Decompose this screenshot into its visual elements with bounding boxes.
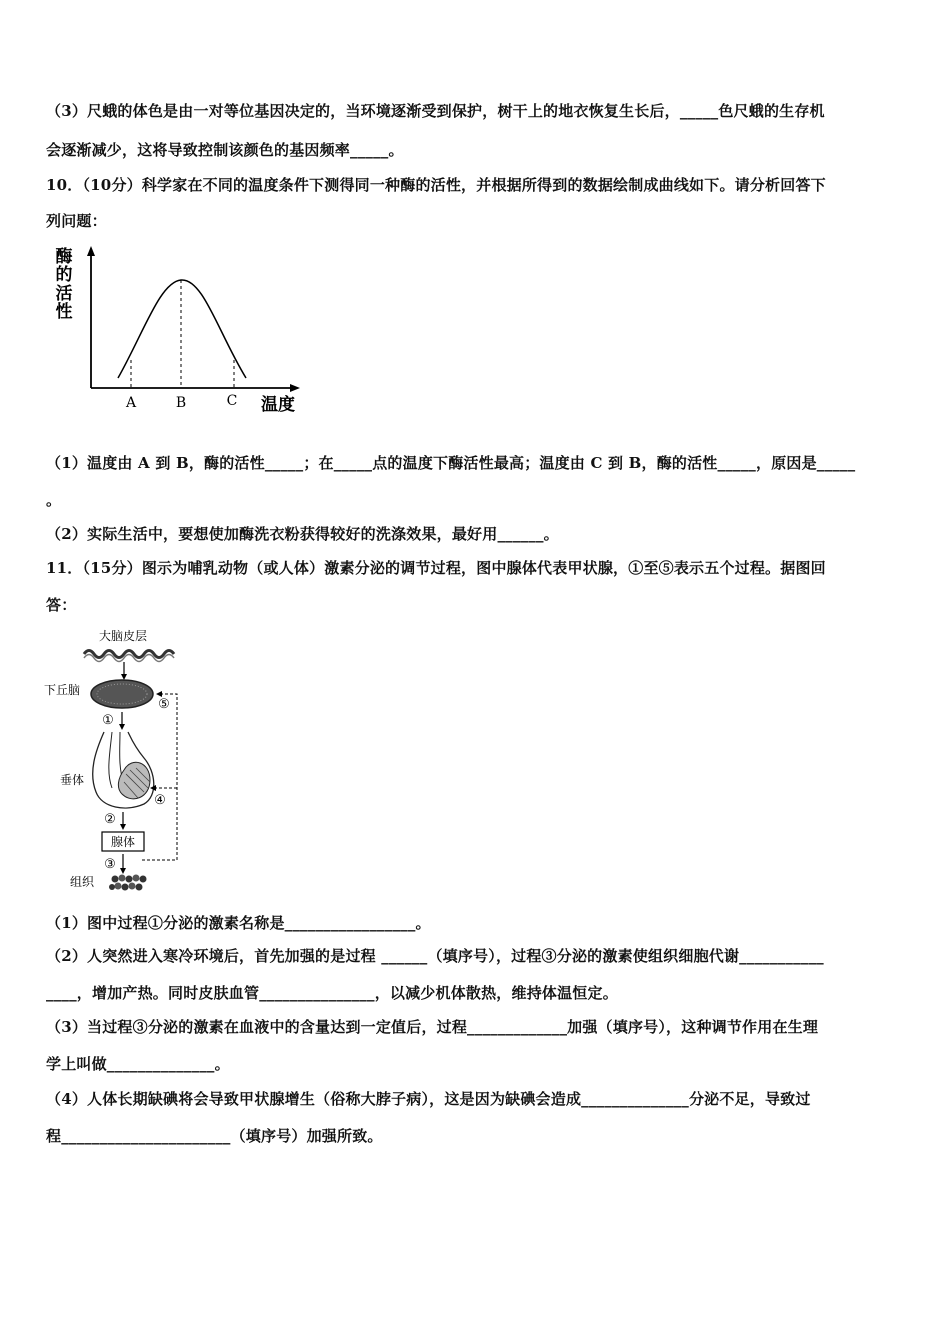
- enzyme-activity-chart: [48, 242, 308, 420]
- q10-part2: （2）实际生活中，要想使加酶洗衣粉获得较好的洗涤效果，最好用______。: [46, 525, 559, 543]
- q11-part2-line2: ____，增加产热。同时皮肤血管_______________，以减少机体散热，维持体温恒定。: [46, 984, 618, 1002]
- q11-part1: （1）图中过程①分泌的激素名称是_________________。: [46, 914, 431, 932]
- q11-stem-line2: 答：: [46, 596, 77, 614]
- step1-label: ①: [102, 713, 114, 728]
- y-label-char: 活: [55, 284, 73, 304]
- hormone-regulation-diagram: [40, 622, 200, 894]
- hormone-regulation-figure: [40, 622, 200, 894]
- q11-part4-line1: （4）人体长期缺碘将会导致甲状腺增生（俗称大脖子病），这是因为缺碘会造成______________分泌不足，导致过: [46, 1090, 811, 1108]
- tissue-cells: [109, 875, 147, 891]
- arrow-head: [119, 724, 125, 730]
- arrow-head: [121, 674, 127, 680]
- step4-label: ④: [154, 793, 166, 808]
- x-axis-arrow: [290, 384, 300, 392]
- q10-part1-line1: （1）温度由 A 到 B，酶的活性_____；在_____点的温度下酶活性最高；温度由 C 到 B，酶的活性_____，原因是_____: [46, 454, 856, 472]
- step3-label: ③: [104, 857, 116, 872]
- tick-label-b: B: [175, 395, 187, 411]
- step5-label: ⑤: [158, 697, 170, 712]
- q11-stem-line1: 11．（15分）图示为哺乳动物（或人体）激素分泌的调节过程，图中腺体代表甲状腺，①至⑤表示五个过程。据图回: [46, 559, 826, 577]
- pituitary-label: 垂体: [60, 773, 85, 787]
- tick-label-a: A: [125, 395, 137, 411]
- q10-stem-line1: 10．（10分）科学家在不同的温度条件下测得同一种酶的活性，并根据所得到的数据绘制成曲线如下。请分析回答下: [46, 176, 826, 194]
- q11-part4-line2: 程______________________（填序号）加强所致。: [46, 1127, 383, 1145]
- y-axis-arrow: [87, 246, 95, 256]
- pituitary-stalk: [109, 732, 112, 788]
- q10-part1-line2: 。: [46, 491, 62, 509]
- hypothalamus-shape: [91, 680, 153, 708]
- hypothalamus-label: 下丘脑: [44, 683, 81, 697]
- tick-label-c: C: [226, 393, 238, 409]
- tissue-label: 组织: [70, 875, 95, 889]
- q11-part3-line1: （3）当过程③分泌的激素在血液中的含量达到一定值后，过程_____________加强（填序号），这种调节作用在生理: [46, 1018, 819, 1036]
- y-label-char: 的: [55, 265, 73, 285]
- q11-part3-line2: 学上叫做______________。: [46, 1055, 230, 1073]
- activity-curve: [118, 280, 246, 378]
- q9-part3-line1: （3）尺蛾的体色是由一对等位基因决定的，当环境逐渐受到保护，树干上的地衣恢复生长后，_____色尺蛾的生存机: [46, 102, 825, 120]
- y-label-char: 性: [55, 302, 73, 322]
- q9-part3-line2: 会逐渐减少，这将导致控制该颜色的基因频率_____。: [46, 141, 404, 159]
- arrow-head: [120, 868, 126, 874]
- arrow-head: [120, 824, 126, 830]
- x-axis-label: 温度: [261, 395, 295, 415]
- step2-label: ②: [104, 812, 116, 827]
- cortex-label: 大脑皮层: [98, 629, 148, 643]
- q10-stem-line2: 列问题：: [46, 212, 107, 230]
- enzyme-activity-figure: [48, 242, 308, 420]
- q11-part2-line1: （2）人突然进入寒冷环境后，首先加强的是过程 ______（填序号），过程③分泌的激素使组织细胞代谢___________: [46, 947, 824, 965]
- y-label-char: 酶: [55, 247, 73, 267]
- gland-label: 腺体: [110, 835, 136, 849]
